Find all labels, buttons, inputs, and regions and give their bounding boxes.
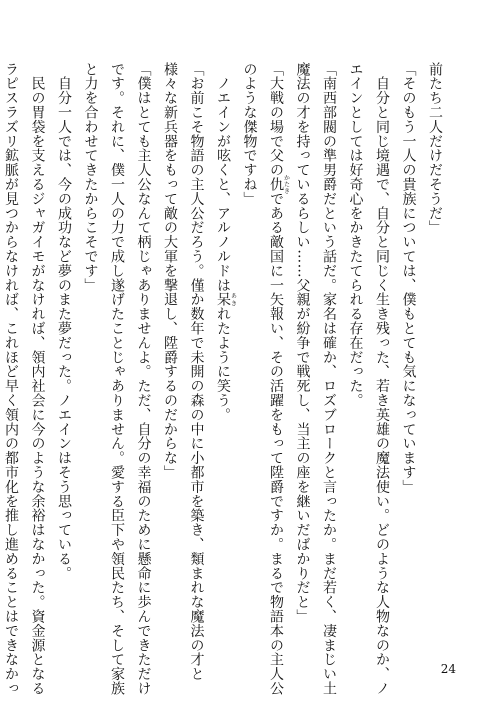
text-line: です。それに、僕一人の力で成し遂げたことじゃありません。愛する臣下や領民たち、そして家族 (109, 62, 125, 696)
furigana-akire-reading: あき (229, 292, 237, 307)
text-line: 民の胃袋を支えるジャガイモがなければ、領内社会に今のような余裕はなかった。資金源となる (29, 62, 46, 696)
text-line: 「そのもう一人の貴族については、僕もとても気になっています」 (400, 62, 417, 494)
text-line: ラピスラズリ鉱脈が見つからなければ、これほど早く領内の都市化を推し進めることはできなかっ (3, 62, 19, 696)
text-line: 「僕はとても主人公なんて柄じゃありませんよ。ただ、自分の幸福のために懸命に歩んできただけ (135, 62, 152, 696)
furigana-kataki-reading: かたき (282, 174, 290, 195)
text-line: 自分一人では、今の成功など夢のまた夢だった。ノエインはそう思っている。 (56, 62, 72, 581)
text-line: 「大戦の場で父の仇かたきである敵国に一矢報い、その活躍をもって陞爵ですか。まるで物語本の主人公 (268, 62, 290, 696)
text-line: 様々な新兵器をもって敵の大軍を撃退し、陞爵するのだからな」 (162, 62, 178, 480)
page-number: 24 (440, 662, 456, 676)
text-line: 前たち二人だけだそうだ」 (427, 62, 443, 235)
text-line: エインとしては好奇心をかきたてられる存在だった。 (347, 62, 364, 408)
text-line: 「南西部閥の準男爵だという話だ。家名は確か、ロズブロークと言ったか。まだ若く、凄まじい土 (321, 62, 337, 696)
text-line: と力を合わせてきたからこそです」 (82, 62, 99, 293)
text-line: のような傑物ですね」 (241, 62, 258, 206)
text-line: 魔法の才を持っているらしい……父親が紛争で戦死し、当主の座を継いだばかりだと」 (294, 62, 311, 624)
text-line: 「お前こそ物語の主人公だろう。僅か数年で未開の森の中に小都市を築き、類まれな魔法の才と (188, 62, 205, 682)
text-line: ノエインが呟くと、アルノルドは呆あきれたように笑う。 (215, 62, 237, 423)
furigana-kataki: 仇かたき (268, 174, 290, 195)
furigana-akire: 呆あき (215, 292, 237, 307)
text-line: 自分と同じ境遇で、自分と同じく生き残った、若き英雄の魔法使い。どのような人物なのか、ノ (374, 62, 390, 696)
